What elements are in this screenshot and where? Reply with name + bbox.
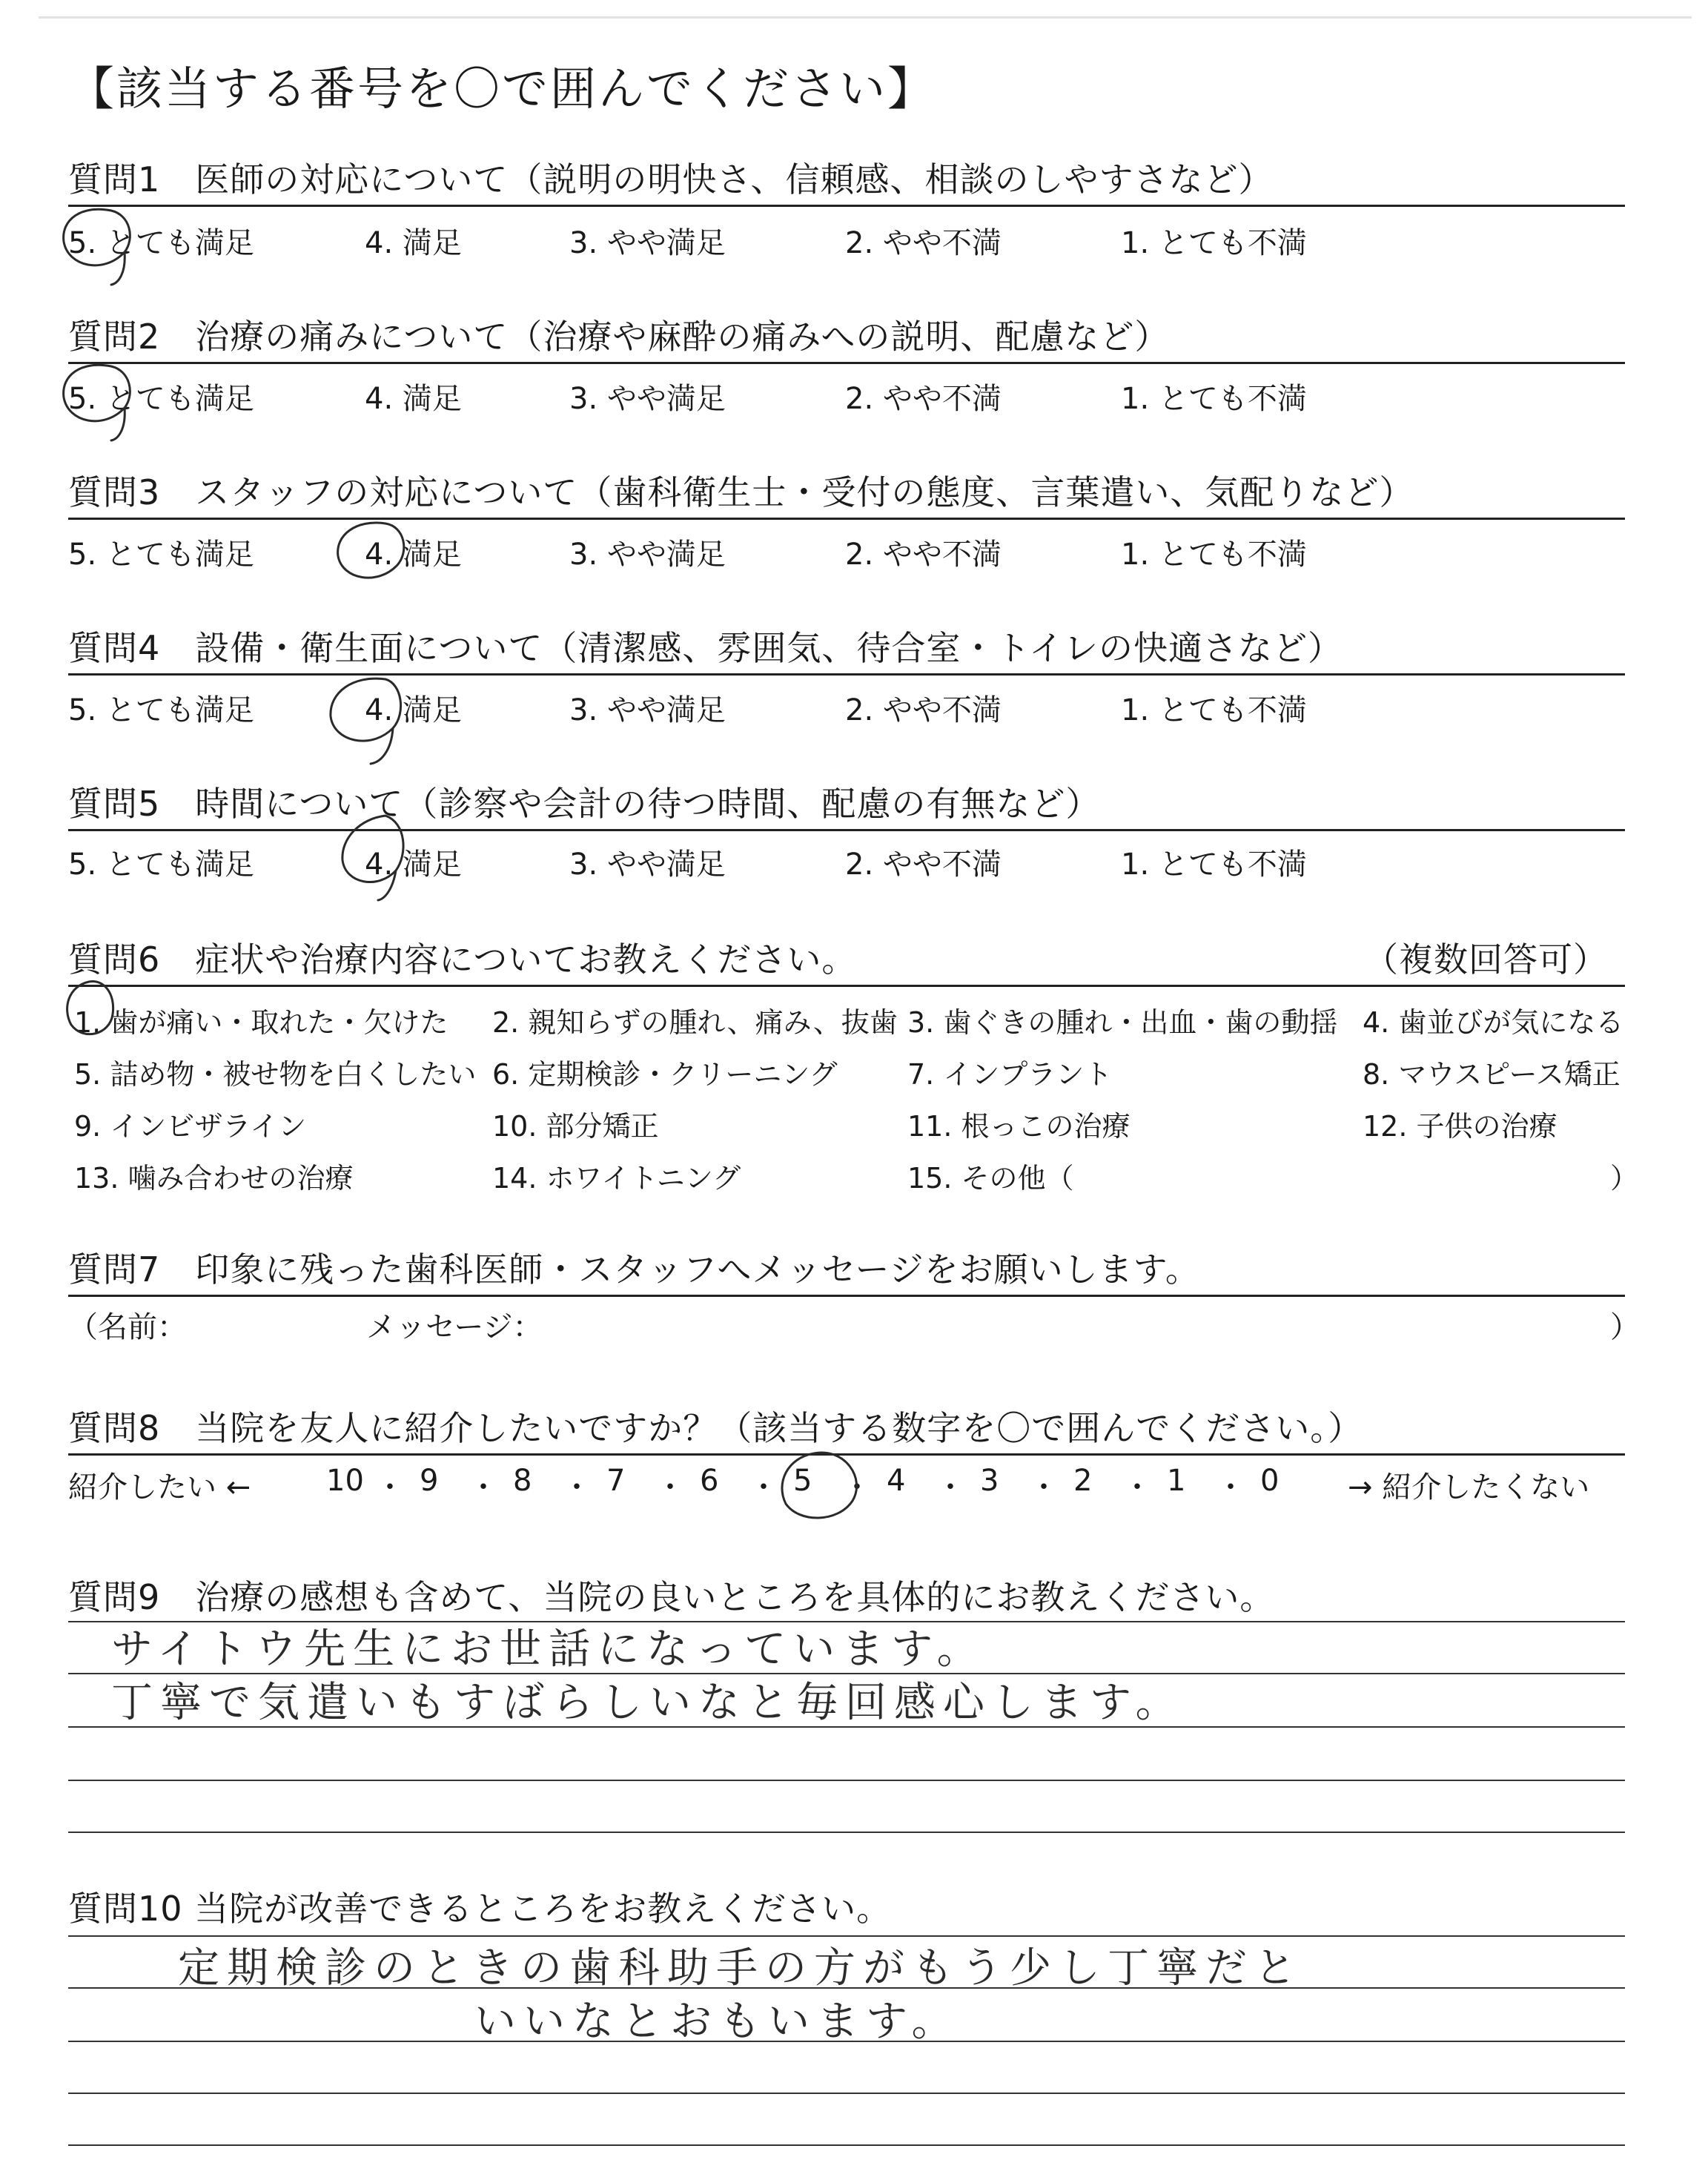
q3-circle-mark xyxy=(338,523,404,578)
q8-scale-4[interactable]: 4 xyxy=(887,1464,906,1498)
q3-title: 質問3 スタッフの対応について（歯科衛生士・受付の態度、言葉遣い、気配りなど） xyxy=(68,472,1414,512)
q4-circle-mark xyxy=(331,678,401,741)
q8-scale-separator: ・ xyxy=(842,1470,872,1505)
q2-option-5[interactable]: 5. とても満足 xyxy=(68,382,254,416)
q6-option-7[interactable]: 7. インプラント xyxy=(907,1058,1113,1091)
q8-scale-separator: ・ xyxy=(1216,1470,1245,1505)
q5-circle-mark xyxy=(342,816,403,882)
q1-option-5[interactable]: 5. とても満足 xyxy=(68,226,254,260)
q6-option-4[interactable]: 4. 歯並びが気になる xyxy=(1363,1006,1624,1039)
q8-scale-separator: ・ xyxy=(562,1470,592,1505)
form-header: 【該当する番号を〇で囲んでください】 xyxy=(68,62,936,116)
q2-option-3[interactable]: 3. やや満足 xyxy=(569,382,726,416)
q8-scale-separator: ・ xyxy=(936,1470,965,1505)
q3-option-5[interactable]: 5. とても満足 xyxy=(68,538,254,572)
q9-answer-line-1: サイトウ先生にお世話になっています。 xyxy=(111,1625,986,1674)
q4-circle-tail xyxy=(371,728,393,764)
q8-scale-7[interactable]: 7 xyxy=(606,1464,626,1498)
q4-option-3[interactable]: 3. やや満足 xyxy=(569,693,726,727)
q8-scale-8[interactable]: 8 xyxy=(513,1464,532,1498)
q3-option-1[interactable]: 1. とても不満 xyxy=(1121,538,1307,572)
q8-title: 質問8 当院を友人に紹介したいですか？（該当する数字を〇で囲んでください。） xyxy=(68,1408,1363,1448)
q6-option-12[interactable]: 12. 子供の治療 xyxy=(1363,1110,1558,1143)
q4-option-2[interactable]: 2. やや不満 xyxy=(845,693,1002,727)
q8-left-label: 紹介したい ← xyxy=(68,1470,251,1505)
q8-scale-0[interactable]: 0 xyxy=(1260,1464,1280,1498)
q2-circle-mark xyxy=(64,365,130,421)
q7-name-label: （名前： xyxy=(68,1310,187,1344)
q9-title: 質問9 治療の感想も含めて、当院の良いところを具体的にお教えください。 xyxy=(68,1577,1275,1617)
q8-scale-separator: ・ xyxy=(469,1470,498,1505)
q3-option-2[interactable]: 2. やや不満 xyxy=(845,538,1002,572)
q5-option-5[interactable]: 5. とても満足 xyxy=(68,848,254,882)
q8-scale-10[interactable]: 10 xyxy=(326,1464,364,1498)
q1-option-1[interactable]: 1. とても不満 xyxy=(1121,226,1307,260)
q7-close: ） xyxy=(1610,1310,1640,1344)
q5-title: 質問5 時間について（診察や会計の待つ時間、配慮の有無など） xyxy=(68,784,1101,824)
q5-circle-tail xyxy=(378,871,396,900)
q6-option-13[interactable]: 13. 噛み合わせの治療 xyxy=(74,1162,354,1195)
q8-scale-separator: ・ xyxy=(1029,1470,1059,1505)
q6-note: （複数回答可） xyxy=(1364,939,1608,980)
q6-option-10[interactable]: 10. 部分矯正 xyxy=(492,1110,659,1143)
q6-option-5[interactable]: 5. 詰め物・被せ物を白くしたい xyxy=(74,1058,477,1091)
q10-answer-line-1: 定期検診のときの歯科助手の方がもう少し丁寧だと xyxy=(178,1944,1303,1992)
q8-scale-3[interactable]: 3 xyxy=(980,1464,999,1498)
q2-title: 質問2 治療の痛みについて（治療や麻酔の痛みへの説明、配慮など） xyxy=(68,317,1170,357)
q5-option-4[interactable]: 4. 満足 xyxy=(365,848,462,882)
q2-option-1[interactable]: 1. とても不満 xyxy=(1121,382,1307,416)
q9-answer-line-2: 丁寧で気遣いもすばらしいなと毎回感心します。 xyxy=(111,1679,1185,1727)
q6-option-1[interactable]: 1. 歯が痛い・取れた・欠けた xyxy=(74,1006,448,1039)
q10-title: 質問10 当院が改善できるところをお教えください。 xyxy=(68,1889,892,1929)
q3-option-3[interactable]: 3. やや満足 xyxy=(569,538,726,572)
q5-option-2[interactable]: 2. やや不満 xyxy=(845,848,1002,882)
q8-scale-1[interactable]: 1 xyxy=(1167,1464,1186,1498)
q1-option-4[interactable]: 4. 満足 xyxy=(365,226,462,260)
q1-title: 質問1 医師の対応について（説明の明快さ、信頼感、相談のしやすさなど） xyxy=(68,159,1274,199)
q5-option-1[interactable]: 1. とても不満 xyxy=(1121,848,1307,882)
q1-option-3[interactable]: 3. やや満足 xyxy=(569,226,726,260)
q7-message-label: メッセージ： xyxy=(366,1310,543,1344)
q8-scale-6[interactable]: 6 xyxy=(700,1464,719,1498)
q8-scale-separator: ・ xyxy=(655,1470,685,1505)
q10-answer-line-2: いいなとおもいます。 xyxy=(474,1998,961,2046)
q8-right-label: → 紹介したくない xyxy=(1348,1470,1590,1505)
q7-title: 質問7 印象に残った歯科医師・スタッフへメッセージをお願いします。 xyxy=(68,1249,1200,1289)
q6-option-15[interactable]: 15. その他（ xyxy=(907,1162,1074,1195)
q6-option-9[interactable]: 9. インビザライン xyxy=(74,1110,307,1143)
q4-title: 質問4 設備・衛生面について（清潔感、雰囲気、待合室・トイレの快適さなど） xyxy=(68,628,1343,668)
q4-option-1[interactable]: 1. とても不満 xyxy=(1121,693,1307,727)
q2-option-2[interactable]: 2. やや不満 xyxy=(845,382,1002,416)
q6-option-11[interactable]: 11. 根っこの治療 xyxy=(907,1110,1131,1143)
q4-option-5[interactable]: 5. とても満足 xyxy=(68,693,254,727)
q6-option-2[interactable]: 2. 親知らずの腫れ、痛み、抜歯 xyxy=(492,1006,898,1039)
q8-scale-separator: ・ xyxy=(375,1470,405,1505)
q8-circle-mark xyxy=(782,1453,857,1518)
q6-option-6[interactable]: 6. 定期検診・クリーニング xyxy=(492,1058,838,1091)
q6-circle-mark xyxy=(67,981,113,1034)
q8-scale-2[interactable]: 2 xyxy=(1073,1464,1093,1498)
q6-title: 質問6 症状や治療内容についてお教えください。 xyxy=(68,939,857,980)
q6-option-3[interactable]: 3. 歯ぐきの腫れ・出血・歯の動揺 xyxy=(907,1006,1338,1039)
q8-scale-separator: ・ xyxy=(749,1470,778,1505)
q5-option-3[interactable]: 3. やや満足 xyxy=(569,848,726,882)
q3-option-4[interactable]: 4. 満足 xyxy=(365,538,462,572)
q6-option-8[interactable]: 8. マウスピース矯正 xyxy=(1363,1058,1621,1091)
q6-other-close: ） xyxy=(1610,1162,1639,1195)
q1-option-2[interactable]: 2. やや不満 xyxy=(845,226,1002,260)
q1-circle-mark xyxy=(64,209,130,265)
q6-option-14[interactable]: 14. ホワイトニング xyxy=(492,1162,741,1195)
q4-option-4[interactable]: 4. 満足 xyxy=(365,693,462,727)
q8-scale-separator: ・ xyxy=(1122,1470,1152,1505)
q2-option-4[interactable]: 4. 満足 xyxy=(365,382,462,416)
q8-scale-5[interactable]: 5 xyxy=(793,1464,812,1498)
q8-scale-9[interactable]: 9 xyxy=(420,1464,439,1498)
